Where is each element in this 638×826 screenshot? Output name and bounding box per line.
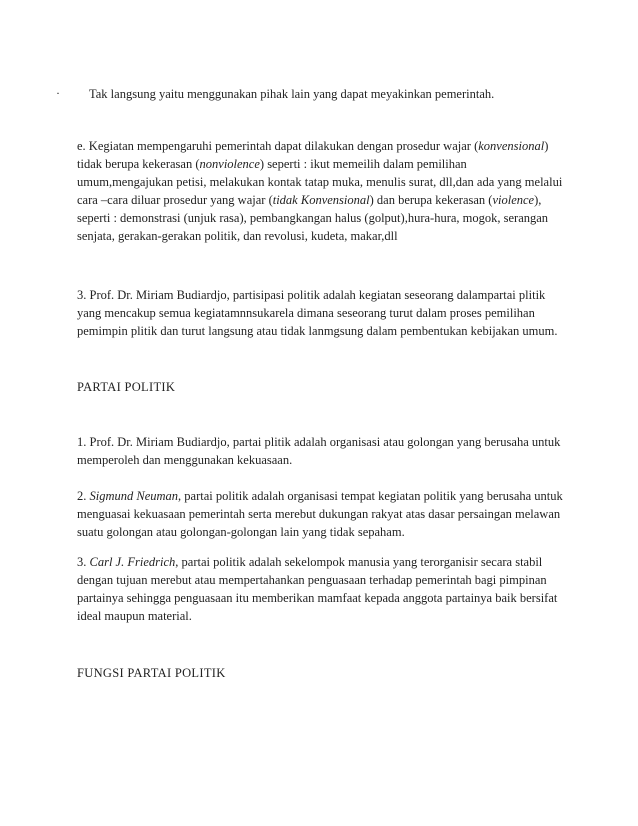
para-3-line-3: pemimpin plitik dan turut langsung atau tidak lanmgsung dalam pembentukan kebijakan umum. xyxy=(77,324,558,338)
bullet-text: Tak langsung yaitu menggunakan pihak lain yang dapat meyakinkan pemerintah. xyxy=(89,87,495,101)
para-e-line-5: seperti : demonstrasi (unjuk rasa), pembangkangan halus (golput),hura-hura, mogok, serangan xyxy=(77,211,549,225)
para-e-line-6: senjata, gerakan-gerakan politik, dan revolusi, kudeta, makar,dll xyxy=(77,229,398,243)
para-3-line-1: 3. Prof. Dr. Miriam Budiardjo, partisipasi politik adalah kegiatan seseorang dalampartai plitik xyxy=(77,288,546,302)
def3-line-1: 3. Carl J. Friedrich, partai politik adalah sekelompok manusia yang terorganisir secara stabil xyxy=(77,555,543,569)
def3-line-4: ideal maupun material. xyxy=(77,609,192,623)
def3-line-3: partainya sehingga penguasaan itu memberikan mamfaat kepada anggota partainya baik bersifat xyxy=(77,591,558,605)
def2-line-3: suatu golongan atau golongan-golongan lain yang tidak sepaham. xyxy=(77,525,405,539)
def1-line-1: 1. Prof. Dr. Miriam Budiardjo, partai plitik adalah organisasi atau golongan yang berusaha untuk xyxy=(77,435,561,449)
heading-fungsi-partai-politik: FUNGSI PARTAI POLITIK xyxy=(77,666,226,680)
heading-partai-politik: PARTAI POLITIK xyxy=(77,380,176,394)
para-e-line-4: cara –cara diluar prosedur yang wajar (tidak Konvensional) dan berupa kekerasan (violence), xyxy=(77,193,542,207)
def1-line-2: memperoleh dan menggunakan kekuasaan. xyxy=(77,453,293,467)
def3-line-2: dengan tujuan merebut atau mempertahankan penguasaan terhadap pemerintah bagi pimpinan xyxy=(77,573,547,587)
bullet-dot: · xyxy=(56,86,60,100)
def2-line-2: menguasai kekuasaan pemerintah serta merebut dukungan rakyat atas dasar persaingan melawan xyxy=(77,507,561,521)
def2-line-1: 2. Sigmund Neuman, partai politik adalah organisasi tempat kegiatan politik yang berusaha untuk xyxy=(77,489,563,503)
para-e-line-1: e. Kegiatan mempengaruhi pemerintah dapat dilakukan dengan prosedur wajar (konvensional) xyxy=(77,139,549,153)
para-e-line-3: umum,mengajukan petisi, melakukan kontak tatap muka, menulis surat, dll,dan ada yang melalui xyxy=(77,175,563,189)
para-e-line-2: tidak berupa kekerasan (nonviolence) seperti : ikut memeilih dalam pemilihan xyxy=(77,157,467,171)
para-3-line-2: yang mencakup semua kegiatamnnsukarela dimana seseorang turut dalam proses pemilihan xyxy=(77,306,535,320)
